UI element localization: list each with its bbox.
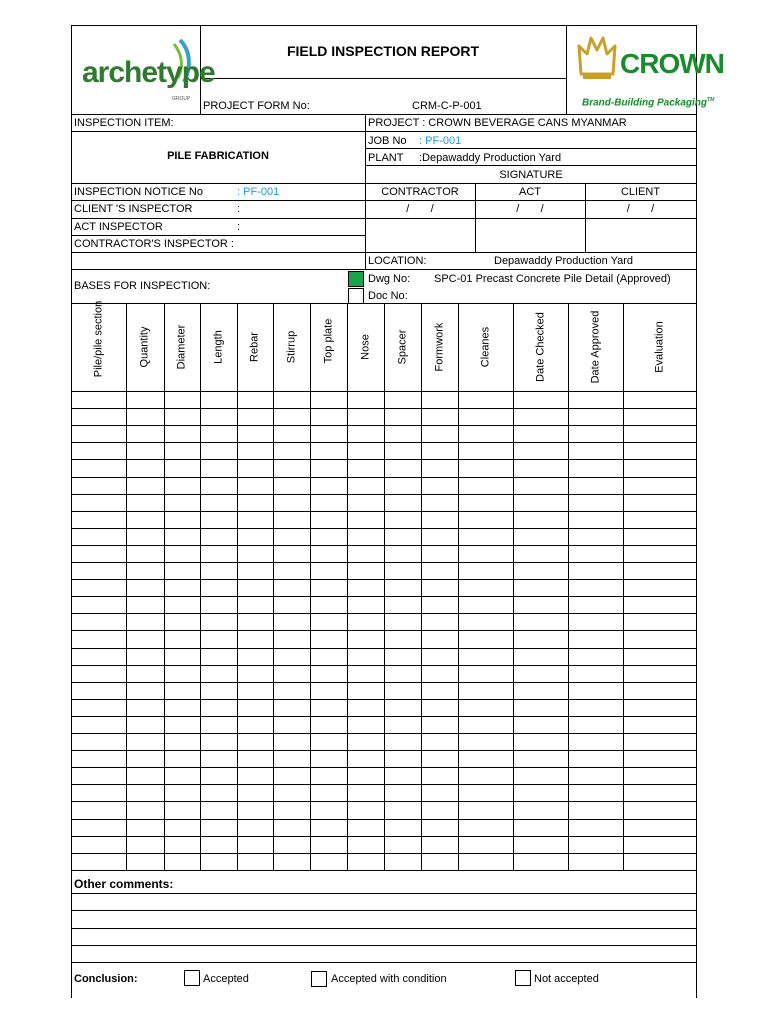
sig-contractor-date[interactable]: / / — [406, 203, 434, 215]
comment-line — [71, 893, 697, 894]
location-value: Depawaddy Production Yard — [494, 255, 634, 267]
line — [71, 131, 365, 132]
comment-line — [71, 962, 697, 963]
table-row-line — [71, 562, 697, 563]
column-header-date-approved: Date Approved — [589, 310, 601, 384]
line — [71, 218, 365, 219]
column-header-spacer: Spacer — [396, 329, 408, 365]
act-inspector-colon: : — [237, 221, 241, 233]
crown-logo-text: CROWN — [620, 48, 724, 79]
inspection-notice-label: INSPECTION NOTICE No — [74, 186, 203, 198]
client-inspector-colon: : — [237, 203, 241, 215]
table-header-line — [71, 391, 697, 392]
table-row-line — [71, 425, 697, 426]
line — [71, 183, 365, 184]
comment-line — [71, 945, 697, 946]
report-title: FIELD INSPECTION REPORT — [286, 43, 480, 59]
comment-line — [71, 928, 697, 929]
table-row-line — [71, 819, 697, 820]
header-bottom-line — [71, 114, 697, 115]
table-row-line — [71, 733, 697, 734]
table-row-line — [71, 596, 697, 597]
inspection-item-value: PILE FABRICATION — [167, 150, 269, 162]
sig-client-label: CLIENT — [620, 186, 661, 198]
dwg-label: Dwg No: — [368, 273, 411, 285]
table-row-line — [71, 801, 697, 802]
table-row-line — [71, 613, 697, 614]
table-row-line — [71, 665, 697, 666]
crown-tagline-text: Brand-Building Packaging — [582, 97, 708, 109]
column-header-formwork: Formwork — [433, 322, 445, 372]
crown-tagline — [582, 94, 714, 109]
table-row-line — [71, 494, 697, 495]
plant-value: :Depawaddy Production Yard — [419, 152, 562, 164]
table-row-line — [71, 477, 697, 478]
line — [365, 183, 697, 184]
sig-act-date[interactable]: / / — [516, 203, 544, 215]
job-value: : PF-001 — [419, 135, 462, 147]
table-row-line — [71, 408, 697, 409]
line — [71, 200, 365, 201]
line — [365, 218, 697, 219]
line — [365, 148, 697, 149]
sig-client-date[interactable]: / / — [626, 203, 655, 215]
location-label: LOCATION: — [368, 255, 427, 267]
table-row-line — [71, 870, 697, 871]
column-header-pile-pile-section: Pile/pile section — [92, 300, 104, 378]
project-form-value: CRM-C-P-001 — [412, 100, 482, 112]
accepted-label: Accepted — [203, 973, 249, 985]
crown-tm: TM — [707, 97, 715, 103]
header-title-line — [200, 78, 566, 79]
column-header-nose: Nose — [359, 334, 371, 360]
table-row-line — [71, 767, 697, 768]
line — [365, 165, 697, 166]
table-row-line — [71, 784, 697, 785]
crown-icon — [575, 34, 619, 82]
table-row-line — [71, 459, 697, 460]
dwg-value: SPC-01 Precast Concrete Pile Detail (Approved) — [434, 273, 671, 285]
table-row-line — [71, 630, 697, 631]
contractor-inspector-label: CONTRACTOR'S INSPECTOR : — [74, 238, 234, 250]
archetype-logo-text: archetype — [82, 56, 215, 89]
table-row-line — [71, 836, 697, 837]
inspection-notice-value: : PF-001 — [237, 186, 280, 198]
table-row-line — [71, 648, 697, 649]
line — [365, 200, 697, 201]
table-row-line — [71, 511, 697, 512]
column-header-top-plate: Top plate — [322, 318, 334, 364]
column-header-length: Length — [212, 330, 224, 364]
inspection-item-label: INSPECTION ITEM: — [74, 117, 174, 129]
conclusion-label: Conclusion: — [74, 973, 138, 985]
client-inspector-label: CLIENT 'S INSPECTOR — [74, 203, 193, 215]
act-inspector-label: ACT INSPECTOR — [74, 221, 163, 233]
archetype-logo-sub: GROUP — [172, 96, 191, 102]
table-row-line — [71, 750, 697, 751]
job-label: JOB No — [368, 135, 407, 147]
column-header-stirrup: Stirrup — [285, 330, 297, 364]
accepted-condition-checkbox[interactable] — [311, 971, 327, 987]
table-row-line — [71, 699, 697, 700]
line — [71, 269, 365, 270]
not-accepted-checkbox[interactable] — [515, 970, 531, 986]
header-divider-right — [566, 25, 567, 114]
column-header-quantity: Quantity — [138, 326, 151, 368]
column-header-evaluation: Evaluation — [653, 321, 665, 373]
doc-label: Doc No: — [368, 290, 408, 302]
table-row-line — [71, 853, 697, 854]
table-row-line — [71, 682, 697, 683]
other-comments-label: Other comments: — [74, 877, 174, 891]
accepted-checkbox[interactable] — [184, 970, 200, 986]
table-row-line — [71, 528, 697, 529]
column-header-rebar: Rebar — [248, 332, 261, 362]
column-header-diameter: Diameter — [175, 324, 188, 370]
accepted-condition-label: Accepted with condition — [331, 973, 447, 985]
column-header-date-checked: Date Checked — [534, 312, 546, 382]
line — [365, 131, 697, 132]
line — [71, 252, 365, 253]
table-row-line — [71, 716, 697, 717]
project-label: PROJECT : CROWN BEVERAGE CANS MYANMAR — [368, 117, 627, 129]
table-row-line — [71, 545, 697, 546]
sig-contractor-label: CONTRACTOR — [381, 186, 459, 198]
project-form-label: PROJECT FORM No: — [203, 100, 310, 112]
sig-act-label: ACT — [519, 186, 541, 198]
line — [365, 269, 697, 270]
signature-label: SIGNATURE — [499, 169, 563, 181]
table-row-line — [71, 579, 697, 580]
column-header-cleanes: Cleanes — [479, 326, 491, 368]
line — [71, 235, 365, 236]
comment-line — [71, 910, 697, 911]
line — [365, 252, 697, 253]
bases-label: BASES FOR INSPECTION: — [74, 280, 211, 292]
plant-label: PLANT — [368, 152, 404, 164]
frame-top — [71, 25, 697, 26]
table-row-line — [71, 442, 697, 443]
not-accepted-label: Not accepted — [534, 973, 599, 985]
